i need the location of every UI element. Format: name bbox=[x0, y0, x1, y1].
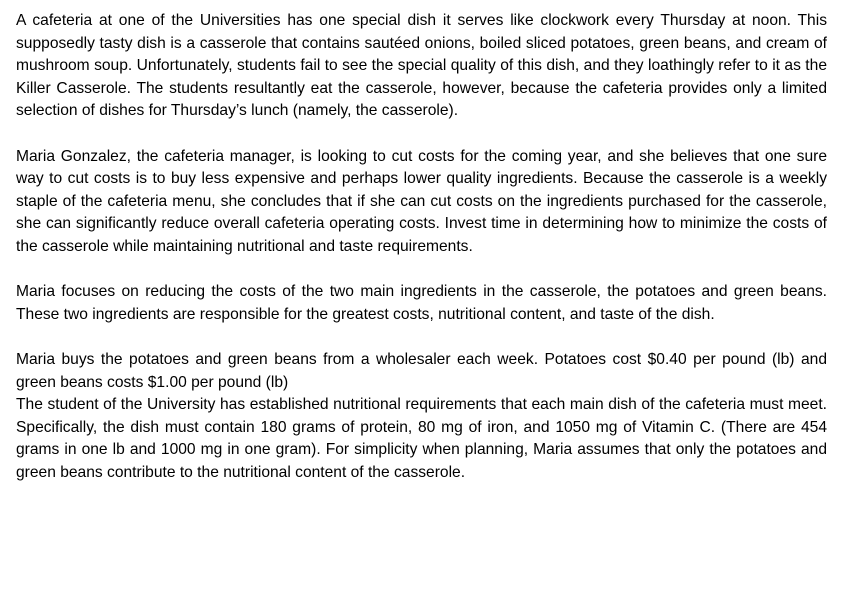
paragraph-manager-costs: Maria Gonzalez, the cafeteria manager, is looking to cut costs for the coming year, and she believes that one sure way to cut costs is to buy less expensive and perhaps lower quality ingredients. Because the casserole is a weekly staple of the cafeteria menu, she concludes that if she can cut costs on the ingredients purchased for the casserole, she can significantly reduce overall cafeteria operating costs. Invest time in determining how to minimize the costs of the casserole while maintaining nutritional and taste requirements. bbox=[16, 147, 827, 255]
paragraph-nutrition-requirements: The student of the University has established nutritional requirements that each main dish of the cafeteria must meet. Specifically, the dish must contain 180 grams of protein, 80 mg of iron, and 1050 mg of Vitamin C. (There are 454 grams in one lb and 1000 mg in one gram). For simplicity when planning, Maria assumes that only the potatoes and green beans contribute to the nutritional content of the casserole. bbox=[16, 396, 827, 481]
paragraph-cafeteria-intro: A cafeteria at one of the Universities has one special dish it serves like clockwork every Thursday at noon. This supposedly tasty dish is a casserole that contains sautéed onions, boiled sliced potatoes, green beans, and cream of mushroom soup. Unfortunately, students fail to see the special quality of this dish, and they loathingly refer to it as the Killer Casserole. The students resultantly eat the casserole, however, because the cafeteria provides only a limited selection of dishes for Thursday’s lunch (namely, the casserole). bbox=[16, 12, 827, 120]
paragraph-main-ingredients: Maria focuses on reducing the costs of the two main ingredients in the casserole, the potatoes and green beans. These two ingredients are responsible for the greatest costs, nutritional content, and taste of the dish. bbox=[16, 283, 827, 323]
paragraph-ingredient-prices: Maria buys the potatoes and green beans from a wholesaler each week. Potatoes cost $0.40 per pound (lb) and green beans costs $1.00 per pound (lb) bbox=[16, 350, 827, 391]
